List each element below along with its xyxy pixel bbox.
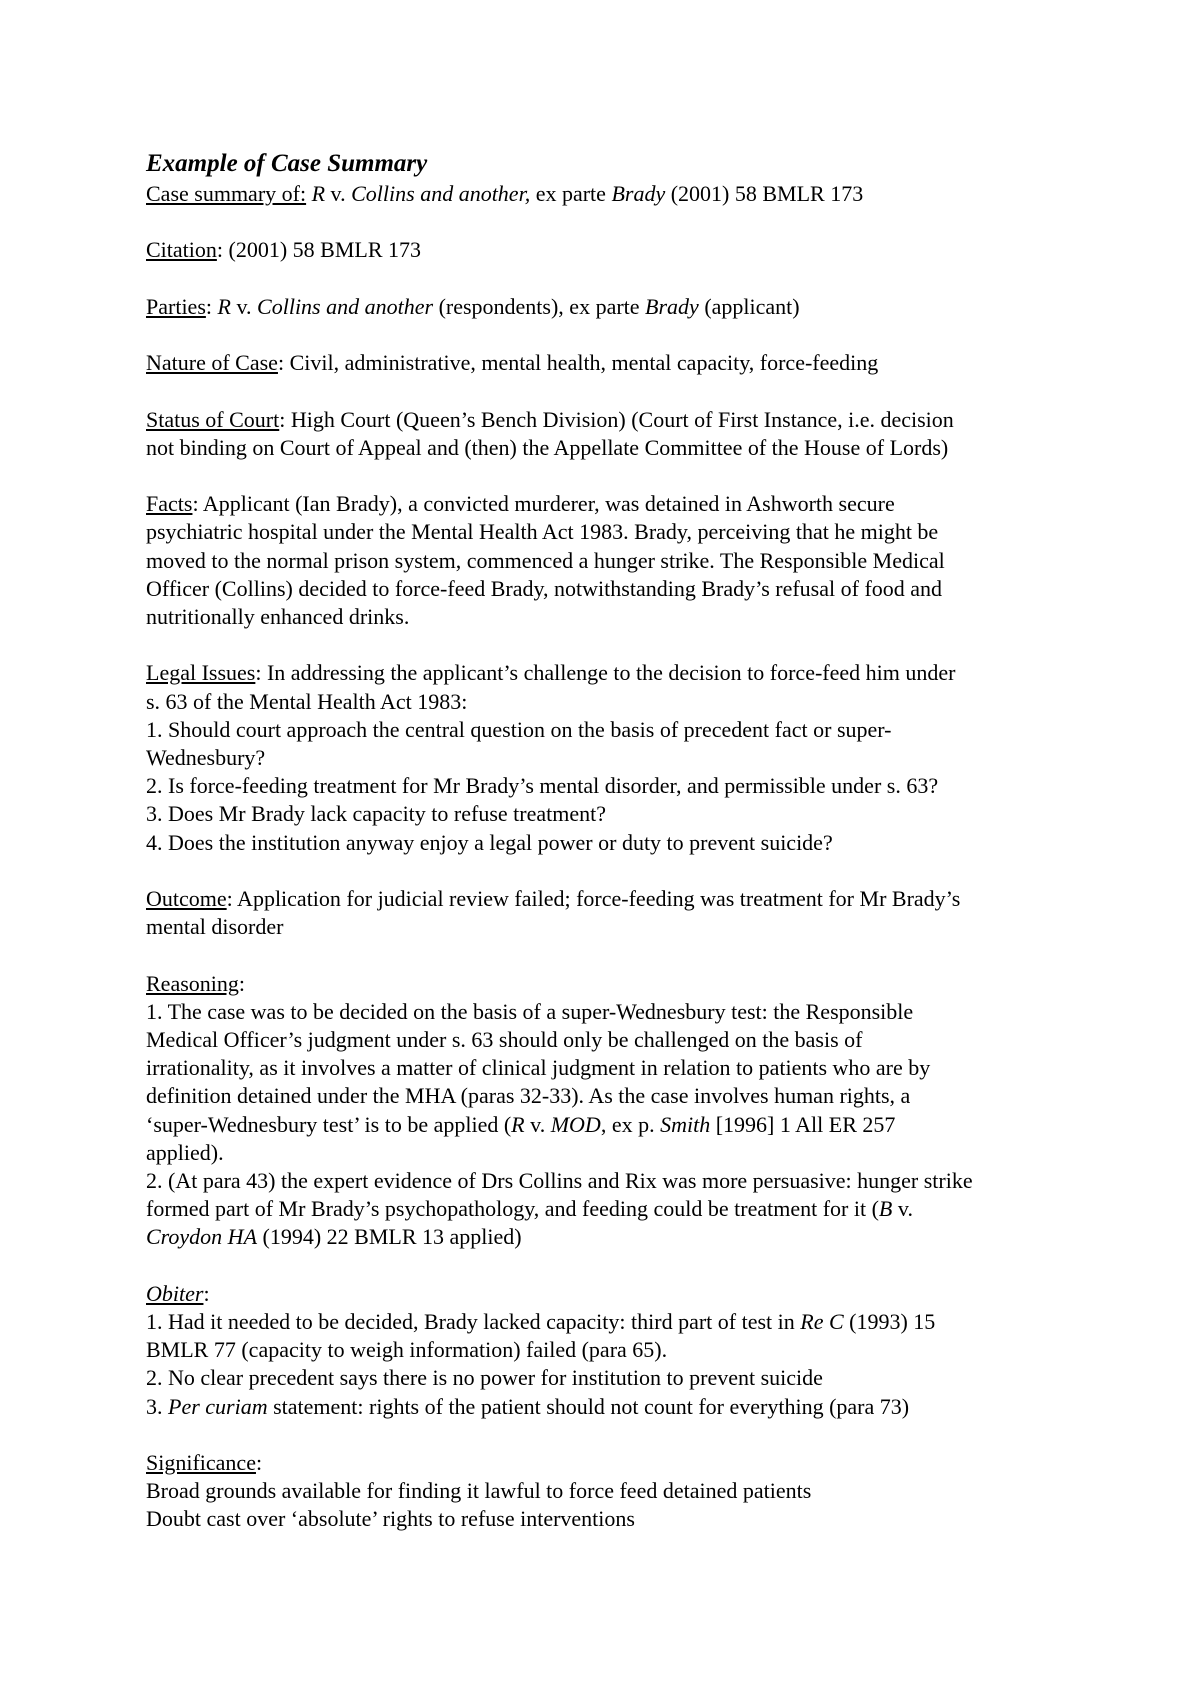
- legal-issues-label: Legal Issues: [146, 660, 256, 686]
- nature-label: Nature of Case: [146, 350, 278, 376]
- reasoning-line-6: applied).: [146, 1139, 224, 1165]
- case-summary-line: Case summary of: R v. Collins and another, ex parte Brady (2001) 58 BMLR 173: [146, 181, 864, 206]
- parties-label: Parties: [146, 293, 206, 319]
- obiter-label: Obiter: [146, 1280, 204, 1306]
- reasoning-line-3: irrationality, as it involves a matter of clinical judgment in relation to patients who are by: [146, 1055, 931, 1081]
- legal-issue-2: 2. Is force-feeding treatment for Mr Brady’s mental disorder, and permissible under s. 63?: [146, 773, 939, 799]
- citation-line: Citation: (2001) 58 BMLR 173: [146, 237, 422, 263]
- significance-label: Significance: [146, 1449, 256, 1475]
- facts-line-5: nutritionally enhanced drinks.: [146, 603, 410, 629]
- status-label: Status of Court: [146, 406, 280, 432]
- legal-issues-line-2: s. 63 of the Mental Health Act 1983:: [146, 688, 468, 714]
- status-line-2: not binding on Court of Appeal and (then) the Appellate Committee of the House of Lords): [146, 434, 949, 460]
- obiter-line-1: 1. Had it needed to be decided, Brady lacked capacity: third part of test in Re C (1993) 15: [146, 1308, 936, 1334]
- obiter-line-4: 3. Per curiam statement: rights of the patient should not count for everything (para 73): [146, 1393, 910, 1419]
- legal-issue-1: 1. Should court approach the central question on the basis of precedent fact or super-: [146, 716, 892, 742]
- document-title: Example of Case Summary: [146, 150, 428, 177]
- obiter-line-3: 2. No clear precedent says there is no power for institution to prevent suicide: [146, 1365, 823, 1391]
- facts-line-2: psychiatric hospital under the Mental Health Act 1983. Brady, perceiving that he might be: [146, 519, 939, 545]
- outcome-line-2: mental disorder: [146, 914, 284, 940]
- reasoning-line-5: ‘super-Wednesbury test’ is to be applied (R v. MOD, ex p. Smith [1996] 1 All ER 257: [146, 1111, 896, 1137]
- nature-line: Nature of Case: Civil, administrative, mental health, mental capacity, force-feeding: [146, 350, 879, 376]
- facts-line-3: moved to the normal prison system, commenced a hunger strike. The Responsible Medical: [146, 547, 945, 573]
- legal-issues-line: Legal Issues: In addressing the applicant’s challenge to the decision to force-feed him under: [146, 660, 956, 686]
- legal-issue-4: 4. Does the institution anyway enjoy a legal power or duty to prevent suicide?: [146, 829, 833, 855]
- outcome-label: Outcome: [146, 885, 227, 911]
- status-line: Status of Court: High Court (Queen’s Bench Division) (Court of First Instance, i.e. decision: [146, 406, 954, 432]
- significance-heading: Significance:: [146, 1449, 263, 1475]
- reasoning-line-1: 1. The case was to be decided on the basis of a super-Wednesbury test: the Responsible: [146, 998, 914, 1024]
- reasoning-heading: Reasoning:: [146, 970, 246, 996]
- obiter-heading: Obiter:: [146, 1280, 210, 1306]
- facts-line: Facts: Applicant (Ian Brady), a convicted murderer, was detained in Ashworth secure: [146, 491, 895, 517]
- facts-line-4: Officer (Collins) decided to force-feed Brady, notwithstanding Brady’s refusal of food and: [146, 575, 943, 601]
- citation-label: Citation: [146, 237, 217, 263]
- reasoning-label: Reasoning: [146, 970, 239, 996]
- legal-issue-1-cont: Wednesbury?: [146, 744, 266, 770]
- document-page: [146, 148, 1076, 1534]
- case-summary-label: Case summary of:: [146, 181, 307, 206]
- legal-issue-3: 3. Does Mr Brady lack capacity to refuse treatment?: [146, 801, 606, 827]
- significance-line-2: Doubt cast over ‘absolute’ rights to refuse interventions: [146, 1506, 635, 1532]
- obiter-line-2: BMLR 77 (capacity to weigh information) failed (para 65).: [146, 1337, 668, 1363]
- reasoning-line-2: Medical Officer’s judgment under s. 63 should only be challenged on the basis of: [146, 1026, 863, 1052]
- reasoning-line-8: formed part of Mr Brady’s psychopathology, and feeding could be treatment for it (B v.: [146, 1196, 913, 1222]
- outcome-line: Outcome: Application for judicial review failed; force-feeding was treatment for Mr Brady’s: [146, 885, 961, 911]
- significance-line-1: Broad grounds available for finding it lawful to force feed detained patients: [146, 1478, 812, 1504]
- parties-line: Parties: R v. Collins and another (respondents), ex parte Brady (applicant): [146, 293, 800, 319]
- reasoning-line-7: 2. (At para 43) the expert evidence of Drs Collins and Rix was more persuasive: hunger strike: [146, 1167, 973, 1193]
- reasoning-line-9: Croydon HA (1994) 22 BMLR 13 applied): [146, 1224, 522, 1250]
- facts-label: Facts: [146, 491, 193, 517]
- reasoning-line-4: definition detained under the MHA (paras 32-33). As the case involves human rights, a: [146, 1083, 911, 1109]
